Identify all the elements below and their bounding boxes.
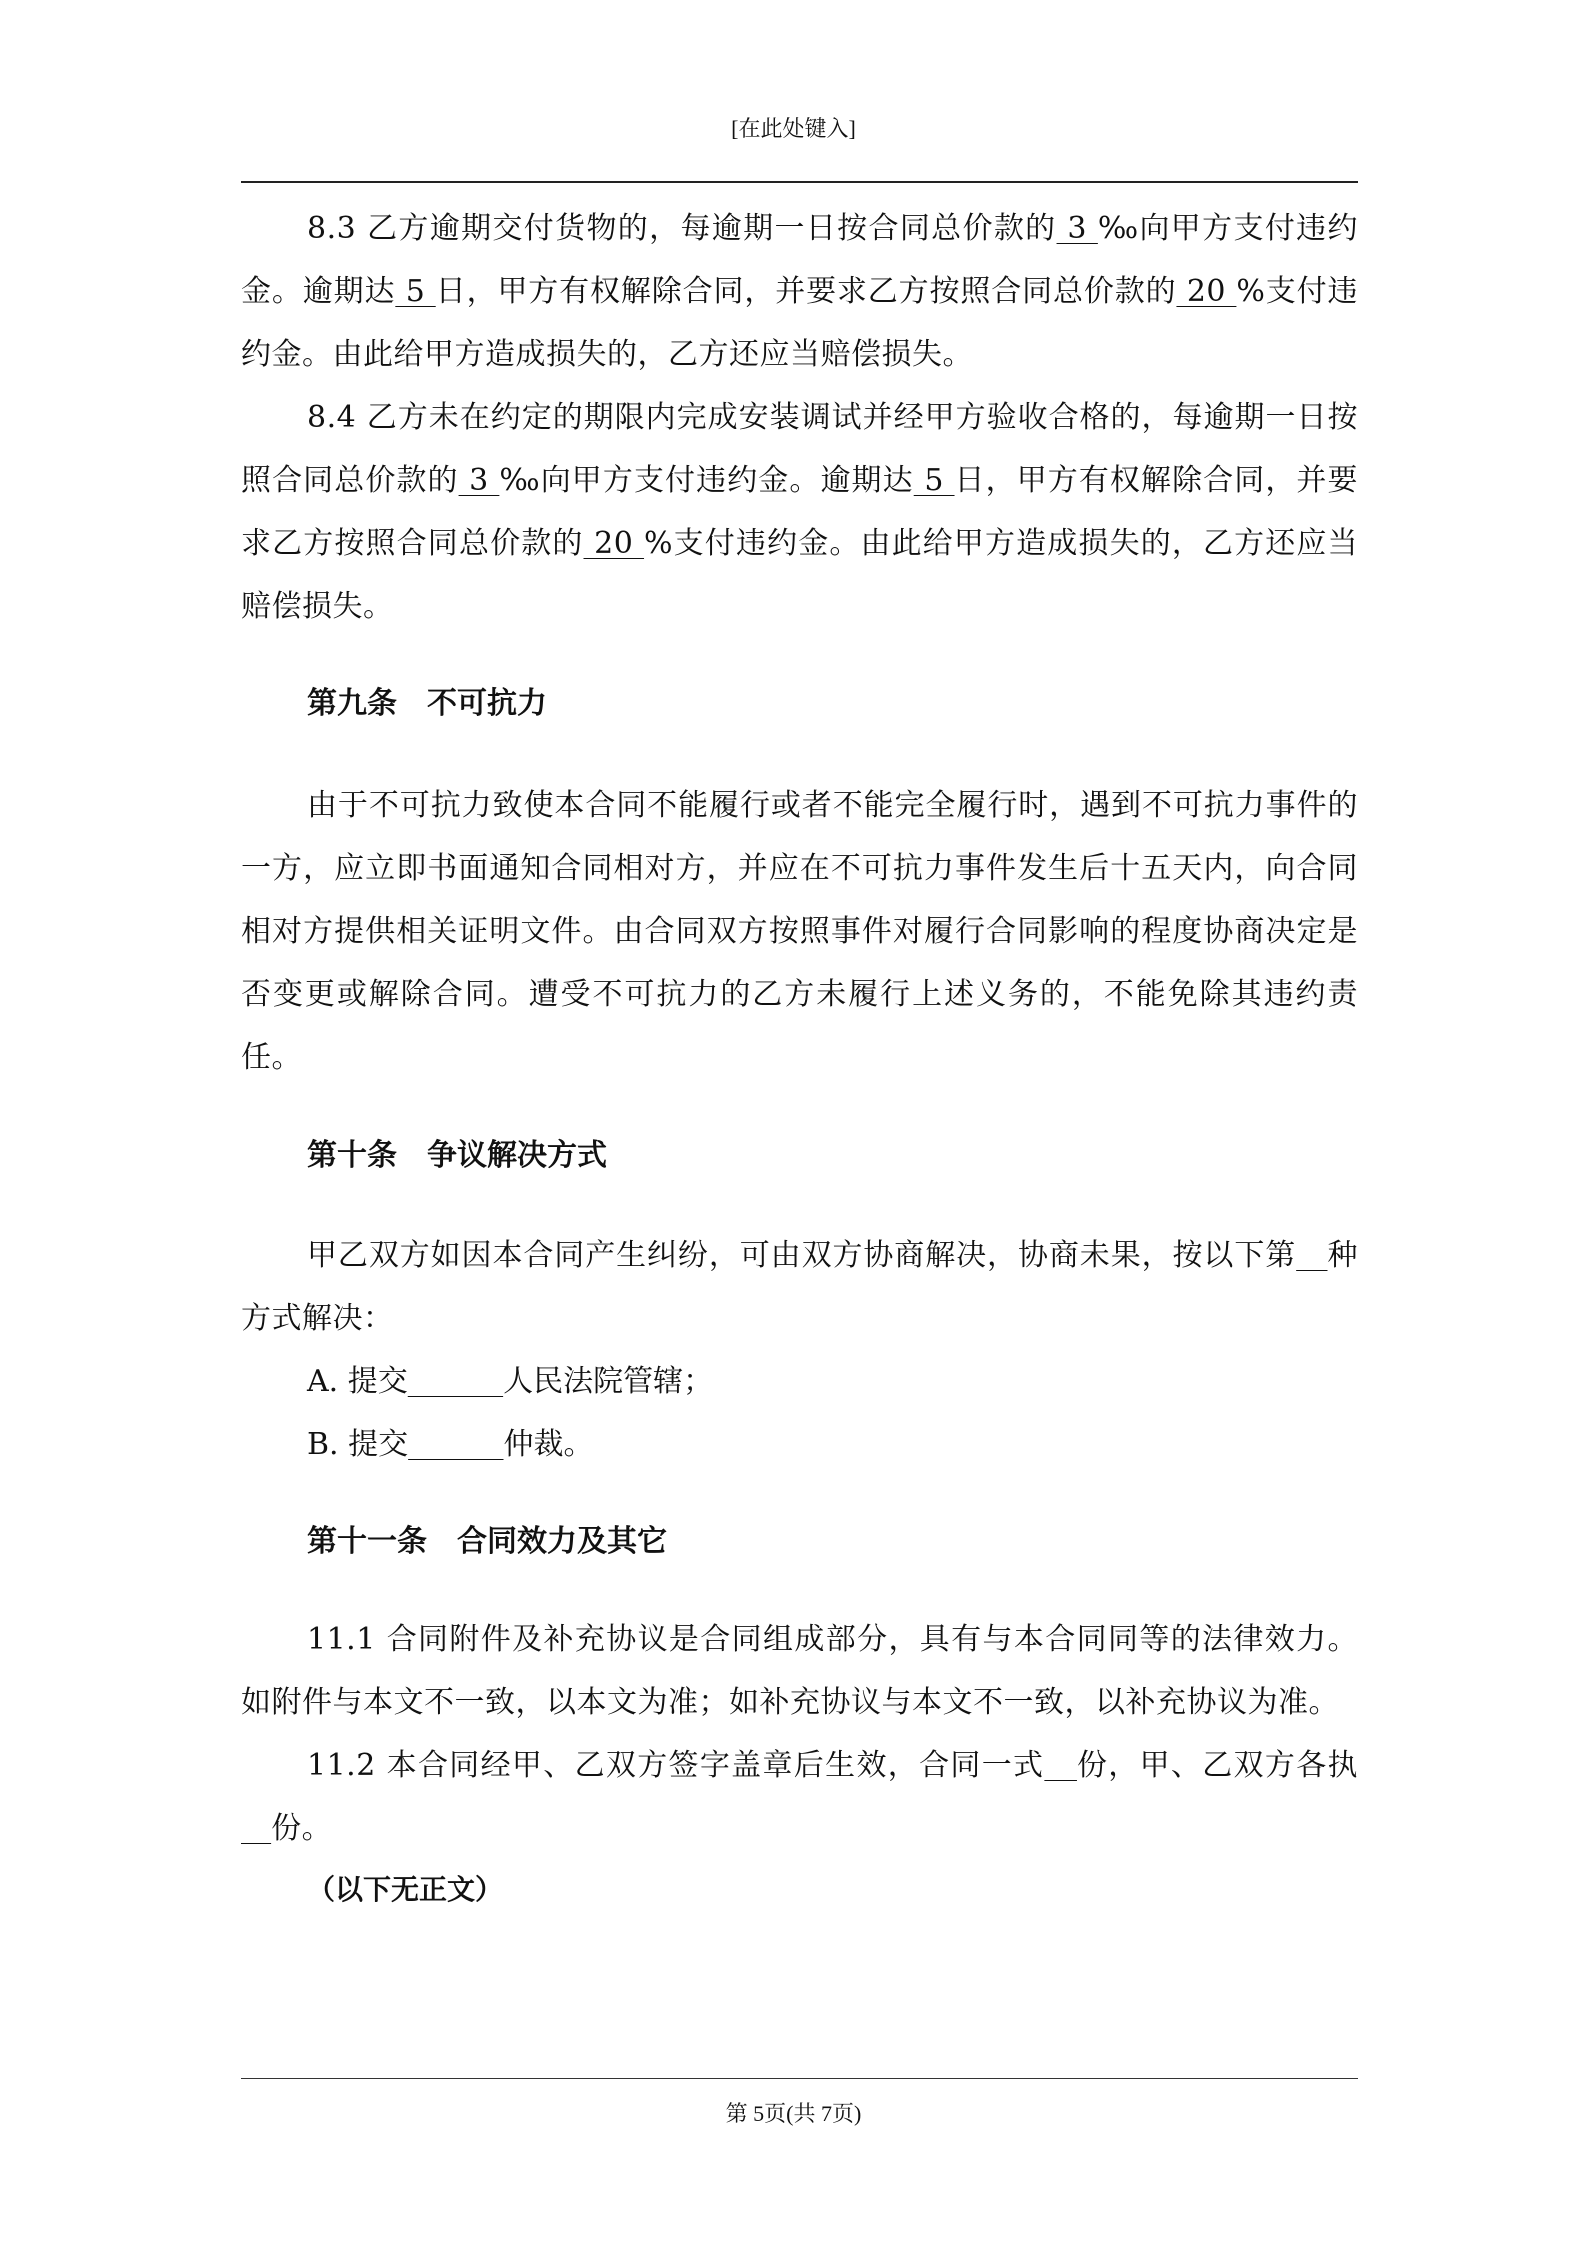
arbitration-blank [408,1427,503,1462]
page-header: [在此处键入] [731,116,856,141]
page-footer: 第 5页(共 7页) [725,2101,862,2126]
penalty-blank: 20 [583,526,645,561]
footer-rule [241,2078,1358,2079]
days-blank: 5 [913,463,955,498]
each-copies-blank [241,1811,271,1846]
rate-blank: 3 [1056,211,1098,246]
copies-blank [1044,1748,1077,1783]
clause-8-3 [241,197,1358,386]
no-further-text-note: （以下无正文） [307,1873,504,1906]
header-rule [241,181,1358,183]
clause-8-4-text: 8.4 乙方未在约定的期限内完成安装调试并经甲方验收合格的，每逾期一日按照合同总价款的 3 ‰向甲方支付违约金。逾期达 5 日，甲方有权解除合同，并要求乙方按照合同总价款的 20 %支付违约金。由此给甲方造成损失的，乙方还应当赔偿损失。 [241,400,1359,624]
article-10-heading-block [241,1124,1358,1187]
court-blank [408,1364,503,1399]
article-11-heading: 第十一条 合同效力及其它 [307,1524,667,1559]
option-b: B. 提交 仲裁。 [307,1427,594,1462]
penalty-blank: 20 [1176,274,1237,309]
clause-8-3-text: 8.3 乙方逾期交付货物的，每逾期一日按合同总价款的 3 ‰向甲方支付违约金。逾期达 5 日，甲方有权解除合同，并要求乙方按照合同总价款的 20 %支付违约金。由此给甲方造成损失的，乙方还应当赔偿损失。 [241,211,1359,372]
article-9-body-block [241,774,1358,1089]
days-blank: 5 [395,274,436,309]
article-10-heading: 第十条 争议解决方式 [307,1138,607,1173]
clause-8-4 [241,386,1358,638]
article-11-body-block [241,1608,1358,1920]
article-10-body: 甲乙双方如因本合同产生纠纷，可由双方协商解决，协商未果，按以下第 种方式解决： [241,1238,1358,1336]
rate-blank: 3 [458,463,500,498]
method-blank [1296,1238,1327,1273]
article-10-body-block [241,1224,1358,1476]
article-9-heading: 第九条 不可抗力 [307,686,547,721]
clause-11-2: 11.2 本合同经甲、乙双方签字盖章后生效，合同一式 份，甲、乙双方各执 份。 [241,1734,1358,1860]
article-9-body: 由于不可抗力致使本合同不能履行或者不能完全履行时，遇到不可抗力事件的一方，应立即书面通知合同相对方，并应在不可抗力事件发生后十五天内，向合同相对方提供相关证明文件。由合同双方按照事件对履行合同影响的程度协商决定是否变更或解除合同。遭受不可抗力的乙方未履行上述义务的，不能免除其违约责任。 [241,788,1358,1075]
article-9-heading-block [241,672,1358,735]
option-a: A. 提交 人民法院管辖； [307,1364,714,1399]
clause-11-1: 11.1 合同附件及补充协议是合同组成部分，具有与本合同同等的法律效力。如附件与本文不一致，以本文为准；如补充协议与本文不一致，以补充协议为准。 [241,1622,1358,1720]
article-11-heading-block [241,1510,1358,1573]
